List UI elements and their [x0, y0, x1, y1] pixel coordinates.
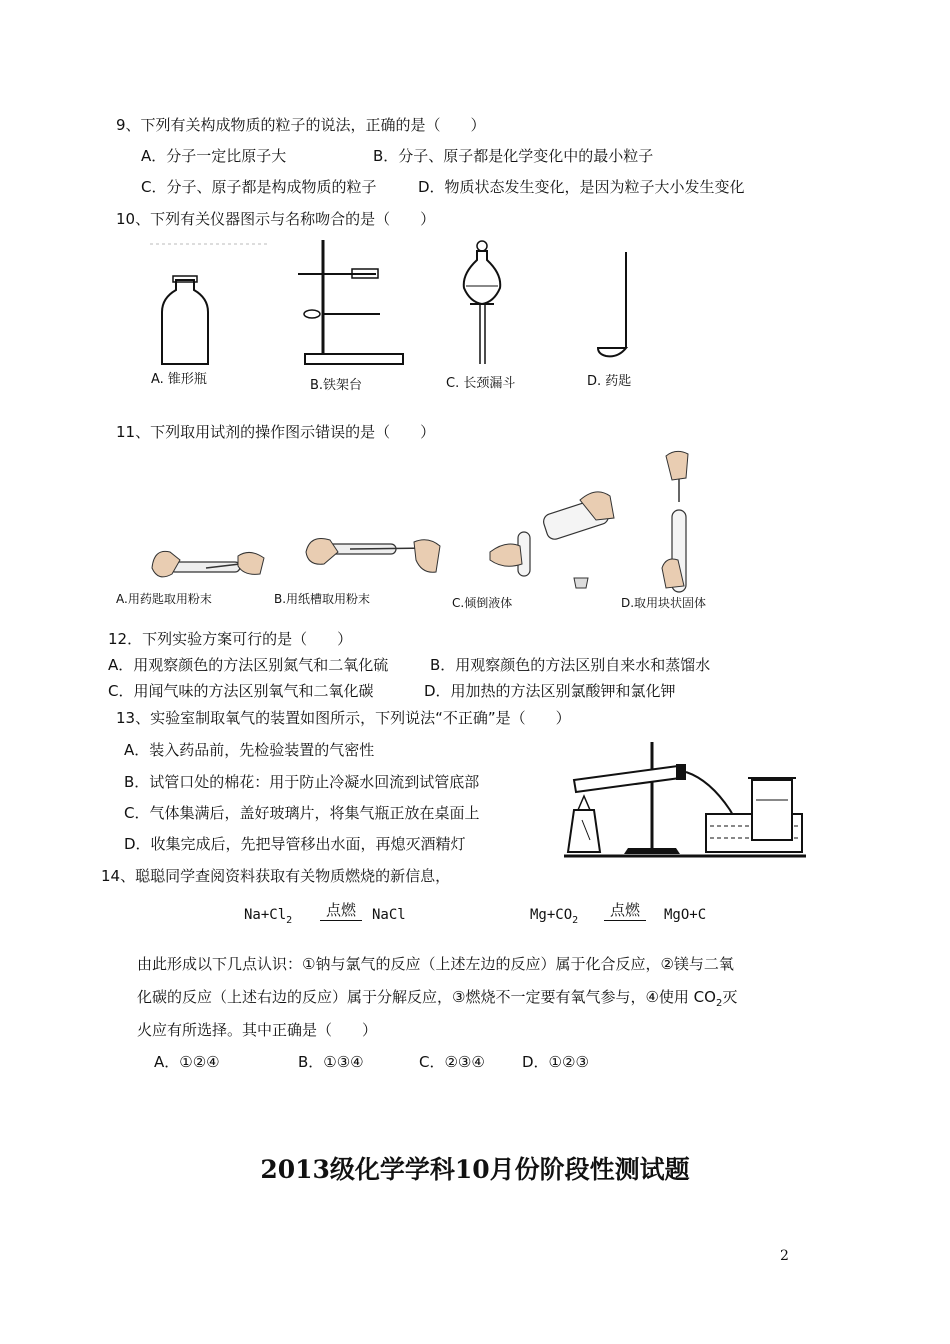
q12-stem: 12．下列实验方案可行的是（ ） — [108, 630, 353, 648]
q11-operations-figure — [110, 448, 730, 594]
exam-title: 2013级化学学科10月份阶段性测试题 — [260, 1155, 690, 1184]
q9-stem: 9、下列有关构成物质的粒子的说法，正确的是（ ） — [116, 116, 486, 134]
q14-option-d: D．①②③ — [522, 1053, 589, 1071]
q12-option-d: D．用加热的方法区别氯酸钾和氯化钾 — [424, 682, 676, 700]
equation-right-condition: 点燃 — [604, 900, 646, 921]
q14-paragraph-line-3: 火应有所选择。其中正确是（ ） — [137, 1021, 378, 1039]
equation-left-product: NaCl — [372, 907, 406, 923]
q14-paragraph-line-1: 由此形成以下几点认识：①钠与氯气的反应（上述左边的反应）属于化合反应，②镁与二氧 — [137, 955, 734, 973]
q9-option-b: B．分子、原子都是化学变化中的最小粒子 — [373, 147, 654, 165]
q14-option-a: A．①②④ — [154, 1053, 220, 1071]
page-number: 2 — [780, 1248, 789, 1264]
q11-stem: 11、下列取用试剂的操作图示错误的是（ ） — [116, 423, 436, 441]
q11-caption-b: B.用纸槽取用粉末 — [274, 592, 371, 606]
q13-option-b: B．试管口处的棉花：用于防止冷凝水回流到试管底部 — [124, 773, 480, 791]
q10-caption-c: C. 长颈漏斗 — [446, 376, 516, 391]
q14-option-b: B．①③④ — [298, 1053, 364, 1071]
q10-caption-b: B.铁架台 — [310, 378, 363, 393]
q9-option-c: C．分子、原子都是构成物质的粒子 — [141, 178, 377, 196]
q13-oxygen-apparatus-figure — [560, 740, 810, 860]
q12-option-c: C．用闻气味的方法区别氧气和二氧化碳 — [108, 682, 374, 700]
q13-option-a: A．装入药品前，先检验装置的气密性 — [124, 741, 375, 759]
q14-paragraph-line-2: 化碳的反应（上述右边的反应）属于分解反应，③燃烧不一定要有氧气参与，④使用 $CO_2$灭 — [137, 988, 738, 1009]
q13-option-d: D．收集完成后，先把导管移出水面，再熄灭酒精灯 — [124, 835, 466, 853]
q13-option-c: C．气体集满后，盖好玻璃片，将集气瓶正放在桌面上 — [124, 804, 480, 822]
q10-caption-d: D. 药匙 — [587, 374, 632, 389]
q13-stem: 13、实验室制取氧气的装置如图所示，下列说法“不正确”是（ ） — [116, 709, 571, 727]
equation-right: $Mg+CO_2$ — [530, 907, 579, 926]
q14-option-c: C．②③④ — [419, 1053, 485, 1071]
q10-apparatus-figure — [140, 236, 660, 396]
q10-stem: 10、下列有关仪器图示与名称吻合的是（ ） — [116, 210, 436, 228]
equation-left-condition: 点燃 — [320, 900, 362, 921]
q12-option-a: A．用观察颜色的方法区别氮气和二氧化硫 — [108, 656, 389, 674]
q9-option-a: A．分子一定比原子大 — [141, 147, 287, 165]
q14-stem: 14、聪聪同学查阅资料获取有关物质燃烧的新信息， — [101, 867, 451, 885]
q11-caption-c: C.倾倒液体 — [452, 596, 513, 610]
q10-caption-a: A. 锥形瓶 — [151, 372, 207, 387]
q9-option-d: D．物质状态发生变化，是因为粒子大小发生变化 — [418, 178, 745, 196]
q11-caption-a: A.用药匙取用粉末 — [116, 592, 212, 606]
q12-option-b: B．用观察颜色的方法区别自来水和蒸馏水 — [430, 656, 711, 674]
equation-right-product: MgO+C — [664, 907, 707, 923]
q11-caption-d: D.取用块状固体 — [621, 596, 707, 610]
equation-left: $Na+Cl_2$ — [244, 907, 293, 926]
